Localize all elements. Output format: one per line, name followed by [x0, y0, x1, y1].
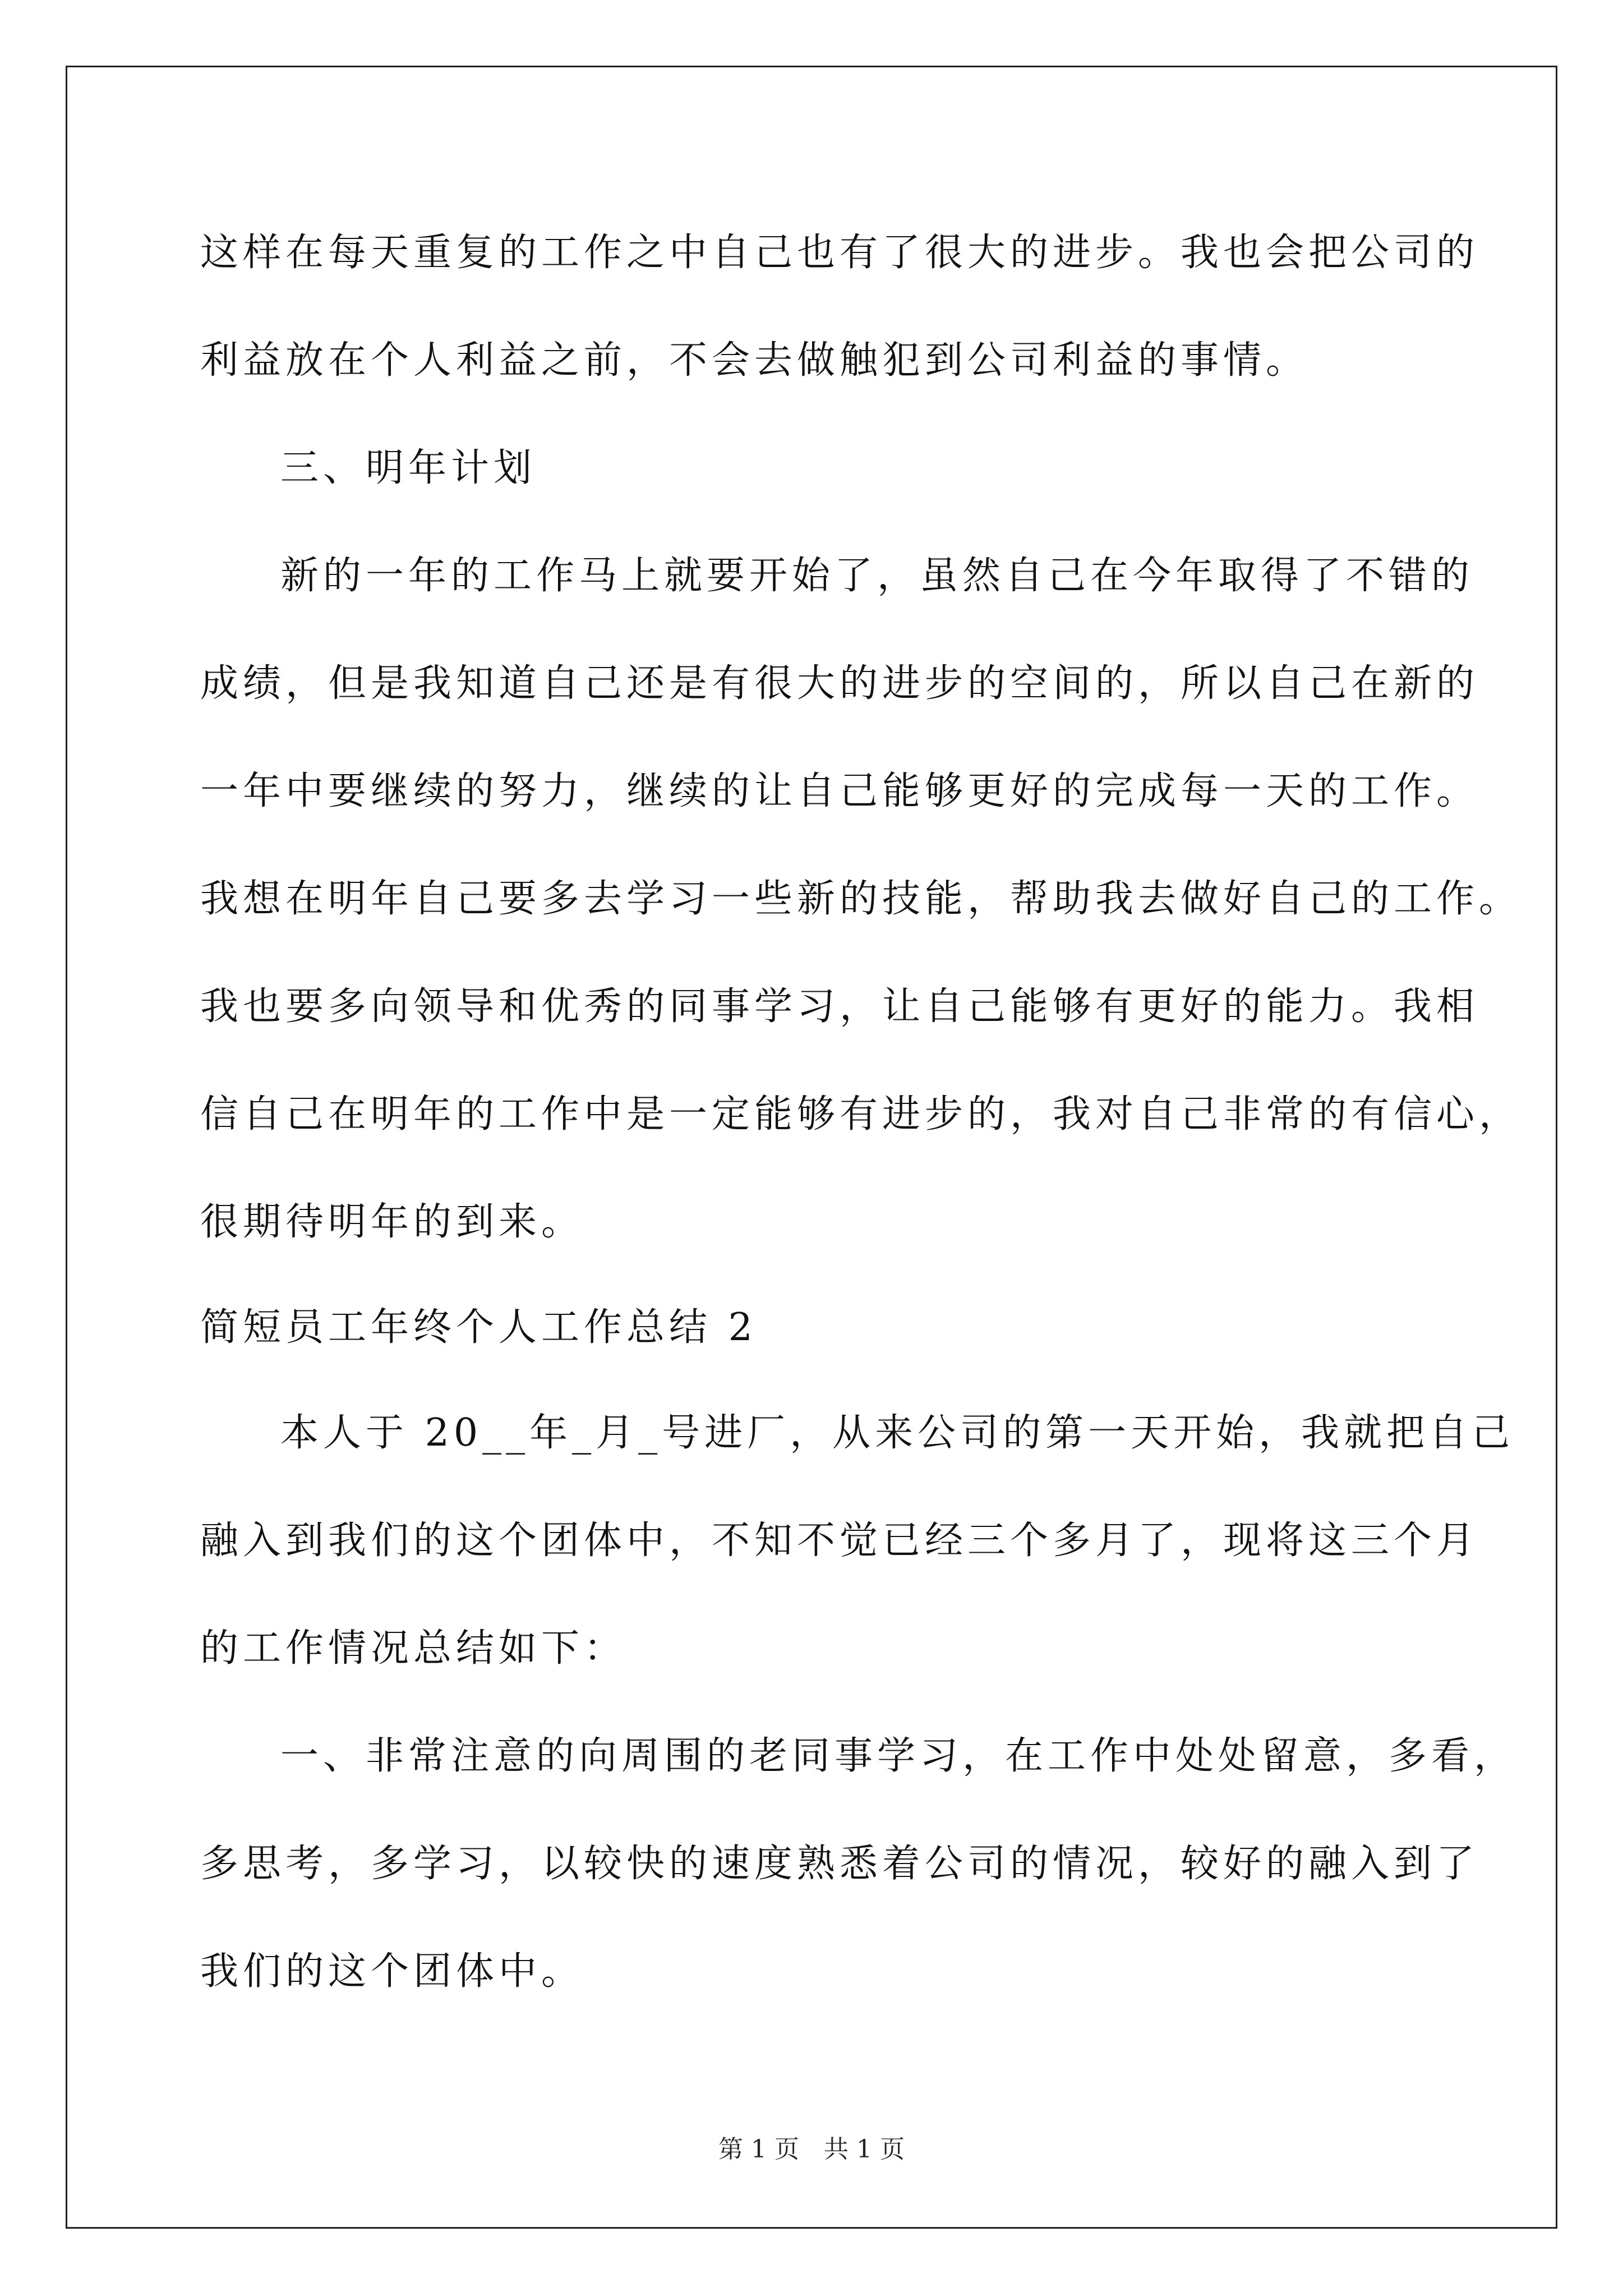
- paragraph-line: 我也要多向领导和优秀的同事学习，让自己能够有更好的能力。我相: [200, 984, 1479, 1029]
- paragraph-line: 一年中要继续的努力，继续的让自己能够更好的完成每一天的工作。: [200, 769, 1479, 813]
- paragraph-line: 的工作情况总结如下：: [200, 1626, 627, 1671]
- page-number: 第 1 页: [718, 2135, 799, 2164]
- section-heading: 三、明年计划: [280, 446, 537, 490]
- document-title: 简短员工年终个人工作总结 2: [200, 1305, 757, 1350]
- page-total: 共 1 页: [824, 2135, 905, 2164]
- document-body: [200, 199, 1522, 2026]
- page-footer: [0, 2129, 1623, 2165]
- paragraph-line: 我想在明年自己要多去学习一些新的技能，帮助我去做好自己的工作。: [200, 877, 1522, 921]
- paragraph-line: 成绩，但是我知道自己还是有很大的进步的空间的，所以自己在新的: [200, 661, 1479, 706]
- paragraph-line: 本人于 20__年_月_号进厂，从来公司的第一天开始，我就把自己: [280, 1411, 1515, 1455]
- paragraph-line: 这样在每天重复的工作之中自己也有了很大的进步。我也会把公司的: [200, 231, 1479, 275]
- paragraph-line: 一、非常注意的向周围的老同事学习，在工作中处处留意，多看，: [280, 1734, 1517, 1778]
- paragraph-line: 信自己在明年的工作中是一定能够有进步的，我对自己非常的有信心，: [200, 1092, 1522, 1137]
- paragraph-line: 利益放在个人利益之前，不会去做触犯到公司利益的事情。: [200, 338, 1309, 383]
- paragraph-line: 多思考，多学习，以较快的速度熟悉着公司的情况，较好的融入到了: [200, 1842, 1479, 1886]
- paragraph-line: 很期待明年的到来。: [200, 1200, 584, 1244]
- paragraph-line: 我们的这个团体中。: [200, 1949, 584, 1994]
- paragraph-line: 融入到我们的这个团体中，不知不觉已经三个多月了，现将这三个月: [200, 1519, 1479, 1563]
- paragraph-line: 新的一年的工作马上就要开始了，虽然自己在今年取得了不错的: [280, 554, 1474, 598]
